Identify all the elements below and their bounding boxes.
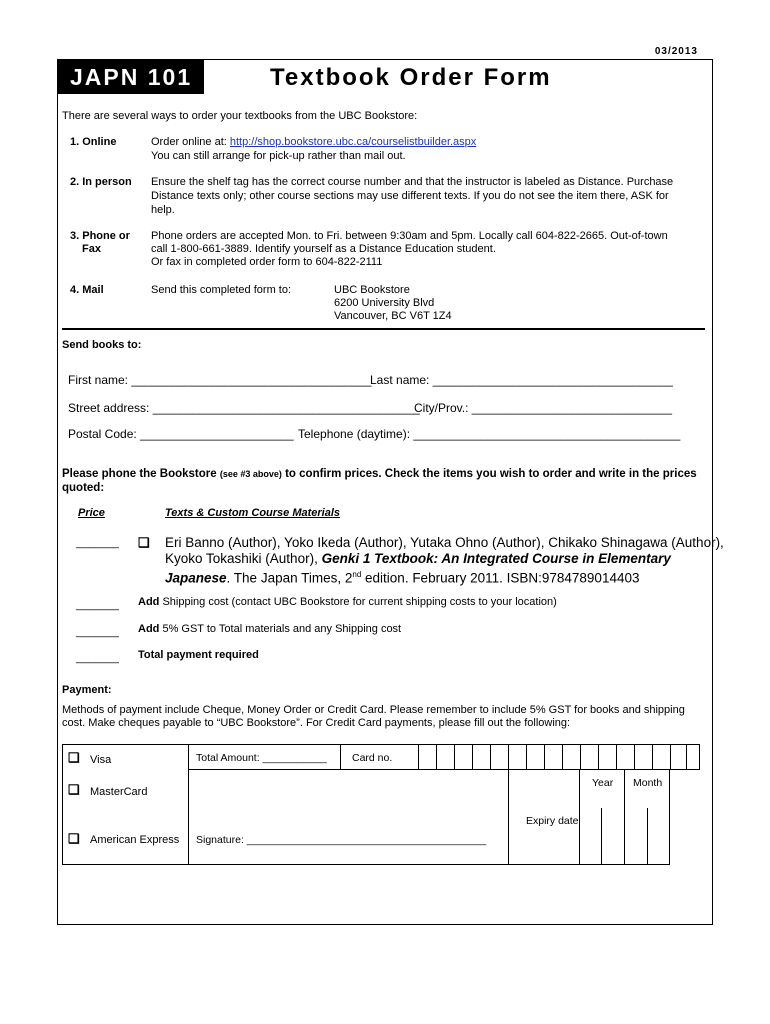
method-online-label: 1. Online bbox=[70, 136, 117, 148]
card-digit-divider bbox=[544, 744, 545, 770]
last-name-field[interactable]: Last name: ____________________________________ bbox=[370, 373, 673, 387]
order-instruction-b: to confirm prices. Check the items you wish to order and write in the prices bbox=[281, 468, 697, 480]
shipping-row bbox=[138, 596, 557, 608]
expiry-divider bbox=[647, 808, 648, 865]
payment-type-cell bbox=[62, 744, 189, 865]
intro-text: There are several ways to order your textbooks from the UBC Bookstore: bbox=[62, 110, 418, 122]
card-digit-divider bbox=[616, 744, 617, 770]
visa-checkbox[interactable]: ❑ bbox=[68, 750, 80, 765]
method-mail-label: 4. Mail bbox=[70, 284, 104, 296]
method-in-person-label: 2. In person bbox=[70, 176, 132, 188]
form-title: Textbook Order Form bbox=[270, 64, 552, 91]
book-pub-b: edition. February 2011. ISBN:9784789014403 bbox=[361, 570, 640, 586]
method-mail-instruction: Send this completed form to: bbox=[151, 284, 292, 296]
book-price-blank[interactable]: _______ bbox=[76, 537, 119, 549]
shipping-price-blank[interactable]: _______ bbox=[76, 599, 119, 611]
order-instruction-a: Please phone the Bookstore bbox=[62, 468, 220, 480]
shipping-text: Shipping cost (contact UBC Bookstore for current shipping costs to your location) bbox=[159, 596, 557, 608]
book-pub-a: . The Japan Times, 2 bbox=[226, 570, 353, 586]
mail-address-line1: UBC Bookstore bbox=[334, 284, 410, 296]
card-digit-divider bbox=[580, 744, 581, 770]
gst-text: 5% GST to Total materials and any Shipping cost bbox=[159, 623, 402, 635]
expiry-divider bbox=[601, 808, 602, 865]
method-fax-label: Fax bbox=[82, 243, 101, 255]
card-digit-divider bbox=[490, 744, 491, 770]
method-phone-line3: Or fax in completed order form to 604-822-2111 bbox=[151, 256, 383, 268]
book-checkbox[interactable]: ❑ bbox=[138, 535, 150, 550]
mastercard-label: MasterCard bbox=[90, 786, 148, 798]
amex-checkbox[interactable]: ❑ bbox=[68, 831, 80, 846]
book-title-2: Japanese bbox=[165, 570, 227, 586]
book-pub-line bbox=[165, 567, 639, 587]
card-digit-divider bbox=[562, 744, 563, 770]
postal-code-field[interactable]: Postal Code: _______________________ bbox=[68, 427, 294, 441]
section-divider bbox=[62, 328, 705, 330]
gst-price-blank[interactable]: _______ bbox=[76, 626, 119, 638]
method-online-line1 bbox=[151, 136, 476, 148]
signature-cell bbox=[188, 769, 509, 865]
method-in-person-line3: help. bbox=[151, 204, 175, 216]
card-number-label: Card no. bbox=[352, 752, 393, 764]
book-authors-line1: Eri Banno (Author), Yoko Ikeda (Author), Yutaka Ohno (Author), Chikako Shinagawa (Author), bbox=[165, 535, 724, 550]
method-online-line2: You can still arrange for pick-up rather than mail out. bbox=[151, 150, 406, 162]
card-digit-divider bbox=[418, 744, 419, 770]
method-phone-label: 3. Phone or bbox=[70, 230, 130, 242]
city-prov-field[interactable]: City/Prov.: ______________________________ bbox=[414, 401, 672, 415]
shipping-add: Add bbox=[138, 596, 160, 608]
send-books-heading: Send books to: bbox=[62, 339, 142, 351]
card-number-cell bbox=[340, 744, 700, 770]
method-in-person-line1: Ensure the shelf tag has the correct course number and that the instructor is labeled as Distance. Purchase bbox=[151, 176, 674, 188]
first-name-field[interactable]: First name: ____________________________________ bbox=[68, 373, 372, 387]
book-authors-line2 bbox=[165, 551, 671, 567]
total-price-blank[interactable]: _______ bbox=[76, 652, 119, 664]
method-phone-line2: call 1-800-661-3889. Identify yourself as a Distance Education student. bbox=[151, 243, 496, 255]
street-address-field[interactable]: Street address: ________________________________________ bbox=[68, 401, 420, 415]
payment-heading: Payment: bbox=[62, 684, 112, 696]
expiry-label: Expiry date bbox=[526, 815, 579, 827]
method-phone-line1: Phone orders are accepted Mon. to Fri. between 9:30am and 5pm. Locally call 604-822-2665. Out-of-town bbox=[151, 230, 668, 242]
month-label: Month bbox=[633, 777, 663, 789]
total-amount-field[interactable]: Total Amount: ___________ bbox=[196, 752, 327, 764]
method-in-person-line2: Distance texts only; other course sections may use different texts. If you do not see the item there, ASK for bbox=[151, 190, 669, 202]
book-title-1: Genki 1 Textbook: An Integrated Course in Elementary bbox=[321, 551, 671, 566]
online-prefix: Order online at: bbox=[151, 136, 230, 148]
signature-field[interactable]: Signature: _________________________________________ bbox=[196, 834, 487, 846]
year-label: Year bbox=[592, 777, 614, 789]
mastercard-checkbox[interactable]: ❑ bbox=[68, 782, 80, 797]
total-payment-label: Total payment required bbox=[138, 649, 259, 661]
card-digit-divider bbox=[686, 744, 687, 770]
card-digit-divider bbox=[508, 744, 509, 770]
price-column-header: Price bbox=[78, 507, 105, 519]
card-digit-divider bbox=[472, 744, 473, 770]
card-digit-divider bbox=[454, 744, 455, 770]
telephone-field[interactable]: Telephone (daytime): ________________________________________ bbox=[298, 427, 681, 441]
gst-add: Add bbox=[138, 623, 160, 635]
order-instruction-c: quoted: bbox=[62, 482, 105, 494]
payment-line2: cost. Make cheques payable to “UBC Bookstore”. For Credit Card payments, please fill out the following: bbox=[62, 717, 571, 729]
amex-label: American Express bbox=[90, 834, 180, 846]
book-pub-sup: nd bbox=[352, 570, 362, 579]
card-digit-divider bbox=[598, 744, 599, 770]
card-digit-divider bbox=[670, 744, 671, 770]
card-digit-divider bbox=[634, 744, 635, 770]
bookstore-url-link[interactable]: http://shop.bookstore.ubc.ca/courselistbuilder.aspx bbox=[229, 136, 477, 148]
course-code: JAPN 101 bbox=[58, 60, 204, 94]
texts-column-header: Texts & Custom Course Materials bbox=[165, 507, 341, 519]
card-digit-divider bbox=[436, 744, 437, 770]
order-instruction bbox=[62, 468, 702, 480]
form-date: 03/2013 bbox=[654, 46, 698, 57]
payment-line1: Methods of payment include Cheque, Money Order or Credit Card. Please remember to include 5% GST for books and shipping bbox=[62, 704, 685, 716]
card-digit-divider bbox=[652, 744, 653, 770]
book-authors-2: Kyoko Tokashiki (Author), bbox=[165, 551, 322, 566]
gst-row bbox=[138, 623, 401, 635]
mail-address-line2: 6200 University Blvd bbox=[334, 297, 435, 309]
mail-address-line3: Vancouver, BC V6T 1Z4 bbox=[334, 310, 452, 322]
order-instruction-ref: (see #3 above) bbox=[219, 469, 282, 479]
card-digit-divider bbox=[526, 744, 527, 770]
visa-label: Visa bbox=[90, 754, 112, 766]
